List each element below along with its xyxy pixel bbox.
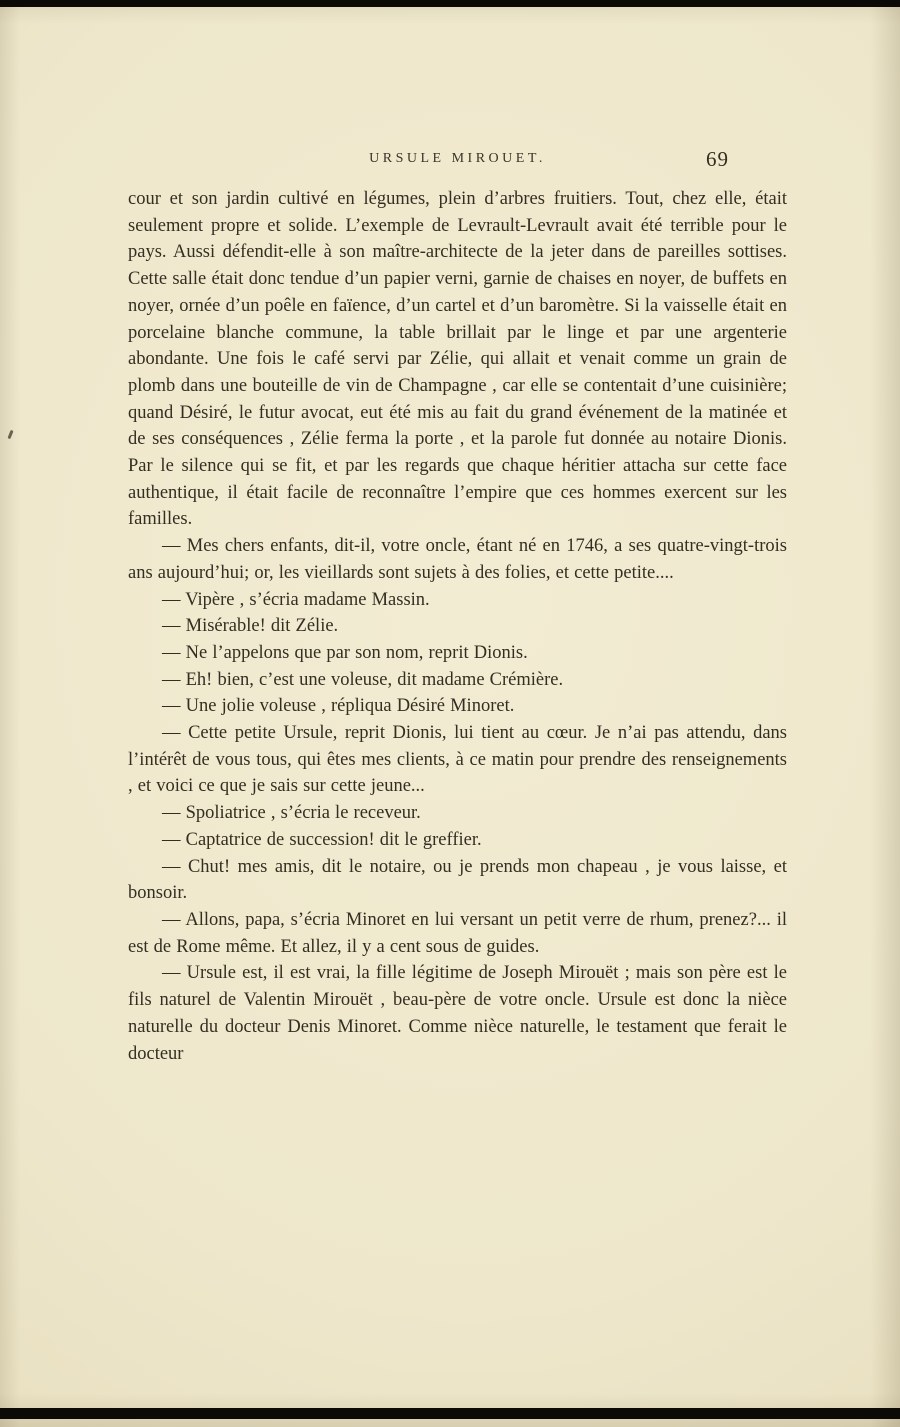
dialogue-line: — Mes chers enfants, dit-il, votre oncle, étant né en 1746, a ses quatre-vingt-trois ans aujourd’hui; or, les vieillards sont sujets à des folies, et cette petite.... <box>128 536 787 583</box>
dialogue-line: — Eh! bien, c’est une voleuse, dit madame Crémière. <box>162 669 564 690</box>
dialogue-line: — Chut! mes amis, dit le notaire, ou je prends mon chapeau , je vous laisse, et bonsoir. <box>128 856 787 904</box>
dialogue-line: — Allons, papa, s’écria Minoret en lui versant un petit verre de rhum, prenez?... il est de Rome même. Et allez, il y a cent sous de guides. <box>128 909 787 957</box>
dialogue-line: — Ne l’appelons que par son nom, reprit Dionis. <box>162 642 528 663</box>
dialogue-line: — Misérable! dit Zélie. <box>162 616 339 637</box>
body-text <box>128 186 787 1067</box>
dialogue-line: — Une jolie voleuse , répliqua Désiré Minoret. <box>162 696 515 717</box>
scan-edge-bottom <box>0 1408 900 1419</box>
dialogue-line: — Captatrice de succession! dit le greffier. <box>162 829 482 850</box>
paragraph: cour et son jardin cultivé en légumes, plein d’arbres fruitiers. Tout, chez elle, était seulement propre et solide. L’exemple de Levrault-Levrault avait été terrible pour le pays. Aussi défendit-elle à son maître-architecte de la jeter dans de pareilles sottises. Cette salle était donc tendue d’un papier verni, garnie de chaises en noyer, de buffets en noyer, ornée d’un poêle en faïence, d’un cartel et d’un baromètre. Si la vaisselle était en porcelaine blanche commune, la table brillait par le linge et par une argenterie abondante. Une fois le café servi par Zélie, qui allait et venait comme un grain de plomb dans une bouteille de vin de Champagne , car elle se contentait d’une cuisinière; quand Désiré, le futur avocat, eut été mis au fait du grand événement de la matinée et de ses conséquences , Zélie ferma la porte , et la parole fut donnée au notaire Dionis. Par le silence qui se fit, et par les regards que chaque héritier attacha sur cette face authentique, il était facile de reconnaître l’empire que ces hommes exercent sur les familles. <box>128 189 787 530</box>
dialogue-line: — Cette petite Ursule, reprit Dionis, lui tient au cœur. Je n’ai pas attendu, dans l’intérêt de vous tous, qui êtes mes clients, à ce matin pour prendre des renseignements , et voici ce que je sais sur cette jeune... <box>128 723 787 797</box>
dialogue-line: — Spoliatrice , s’écria le receveur. <box>162 803 421 824</box>
scan-edge-top <box>0 0 900 7</box>
page-number: 69 <box>706 147 729 171</box>
running-head: URSULE MIROUET. <box>369 151 546 166</box>
scan-speck <box>7 430 13 439</box>
page-header <box>128 147 787 177</box>
dialogue-line: — Vipère , s’écria madame Massin. <box>162 589 430 610</box>
dialogue-line: — Ursule est, il est vrai, la fille légitime de Joseph Mirouët ; mais son père est le fils naturel de Valentin Mirouët , beau-père de votre oncle. Ursule est donc la nièce naturelle du docteur Denis Minoret. Comme nièce naturelle, le testament que ferait le docteur <box>128 963 787 1064</box>
